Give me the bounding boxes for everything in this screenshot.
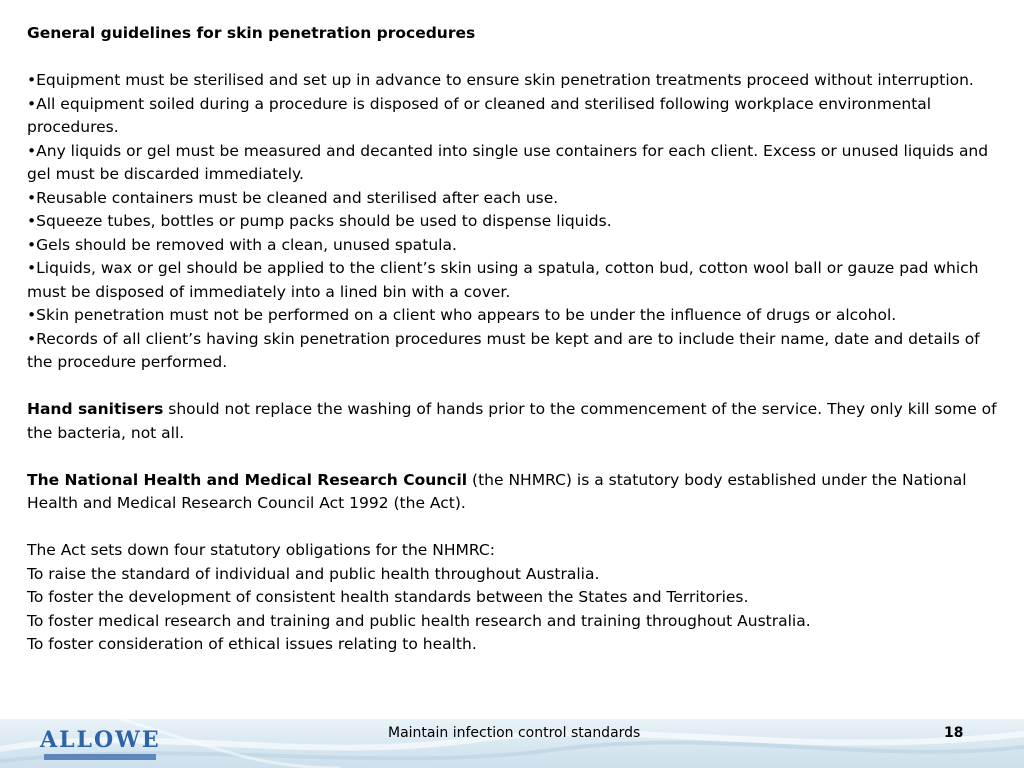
- bullet-item: •Reusable containers must be cleaned and sterilised after each use.: [27, 188, 559, 207]
- act-obligation: To foster the development of consistent health standards between the States and Territories.: [27, 588, 749, 606]
- bullet-item: •All equipment soiled during a procedure is disposed of or cleaned and sterilised following workplace environmental procedures.: [27, 94, 932, 136]
- footer-title: Maintain infection control standards: [388, 725, 641, 741]
- page-number: 18: [944, 725, 964, 741]
- bullet-item: •Liquids, wax or gel should be applied to the client’s skin using a spatula, cotton bud, cotton wool ball or gauze pad which must be disposed of immediately into a lined bin with a cover.: [27, 259, 979, 301]
- nhmrc-paragraph: [27, 469, 1002, 516]
- act-obligation: To foster medical research and training and public health research and training throughout Australia.: [27, 611, 811, 630]
- act-obligation: To foster consideration of ethical issues relating to health.: [27, 635, 477, 653]
- nhmrc-text: (the NHMRC) is a statutory body established under the National Health and Medical Research Council Act 1992 (the Act).: [27, 470, 967, 512]
- slide-title: General guidelines for skin penetration procedures: [27, 24, 476, 42]
- logo-underline: [44, 754, 156, 760]
- hand-sanitisers-paragraph: [27, 398, 1002, 445]
- spacer: [27, 375, 1002, 399]
- hand-sanitisers-text: should not replace the washing of hands prior to the commencement of the service. They only kill some of the bacteria, not all.: [27, 400, 997, 442]
- bullet-item: •Skin penetration must not be performed on a client who appears to be under the influence of drugs or alcohol.: [27, 306, 897, 324]
- hand-sanitisers-heading: Hand sanitisers: [27, 400, 164, 418]
- bullet-item: •Any liquids or gel must be measured and decanted into single use containers for each client. Excess or unused liquids and gel must be discarded immediately.: [27, 141, 989, 183]
- bullet-item: •Records of all client’s having skin penetration procedures must be kept and are to include their name, date and details of the procedure performed.: [27, 329, 980, 371]
- bullet-item: •Gels should be removed with a clean, unused spatula.: [27, 235, 457, 254]
- logo-text: ALLOWE: [40, 727, 161, 753]
- spacer: [27, 516, 1002, 540]
- slide-content: [27, 22, 1002, 657]
- nhmrc-heading: The National Health and Medical Research Council: [27, 470, 468, 489]
- bullet-item: •Equipment must be sterilised and set up in advance to ensure skin penetration treatments proceed without interruption.: [27, 71, 974, 89]
- allowe-logo: [40, 727, 160, 761]
- spacer: [27, 46, 1002, 70]
- act-intro: The Act sets down four statutory obligations for the NHMRC:: [27, 541, 495, 559]
- bullet-item: •Squeeze tubes, bottles or pump packs should be used to dispense liquids.: [27, 212, 612, 230]
- footer-bar: [0, 719, 1024, 768]
- act-obligation: To raise the standard of individual and public health throughout Australia.: [27, 564, 600, 583]
- spacer: [27, 445, 1002, 469]
